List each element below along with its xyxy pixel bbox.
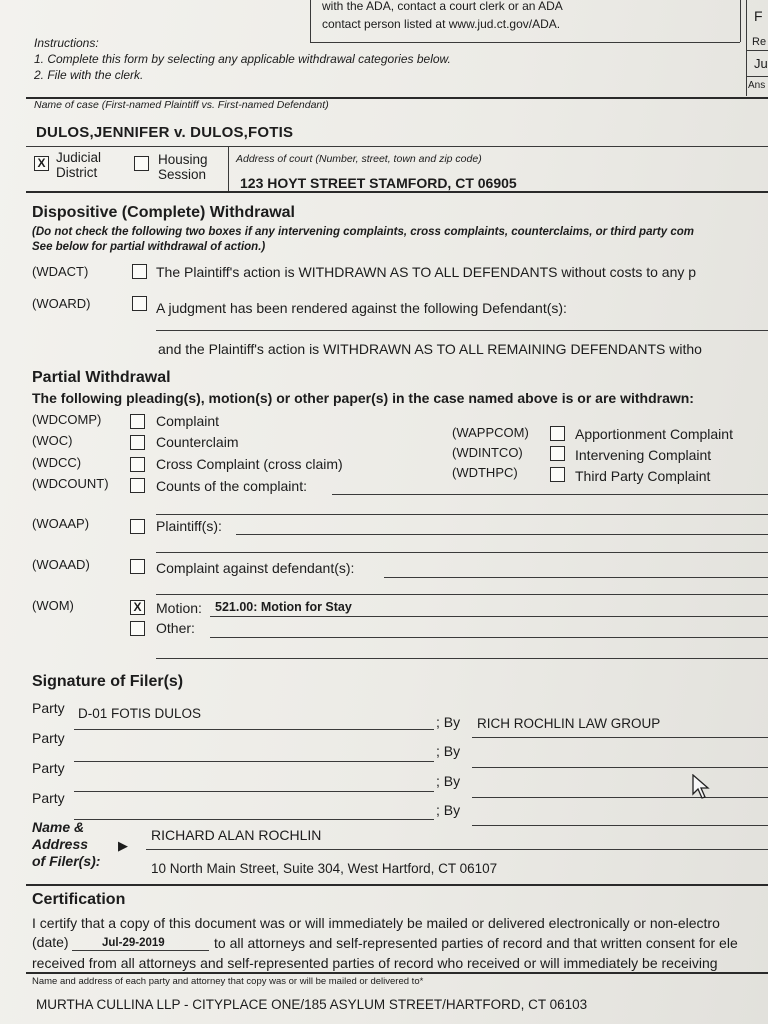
partial-code: (WDCC) bbox=[32, 455, 82, 470]
woaap-line[interactable] bbox=[236, 534, 768, 535]
right-edge-text-1: F bbox=[754, 8, 763, 24]
partial-label: Intervening Complaint bbox=[575, 447, 712, 463]
woaad-line[interactable] bbox=[384, 577, 768, 578]
certification-divider bbox=[26, 972, 768, 974]
motion-checkbox[interactable]: X bbox=[130, 600, 145, 615]
court-address-label: Address of court (Number, street, town and zip code) bbox=[236, 153, 482, 165]
arrow-icon: ▶ bbox=[118, 838, 128, 853]
party-line[interactable] bbox=[74, 819, 434, 820]
by-label: ; By bbox=[436, 743, 461, 759]
partial-code: (WAPPCOM) bbox=[452, 425, 529, 440]
partial-label: Complaint bbox=[156, 413, 220, 429]
filer-address: 10 North Main Street, Suite 304, West Hartford, CT 06107 bbox=[151, 861, 498, 876]
right-edge-divider-2 bbox=[746, 76, 768, 77]
ada-box-right-border bbox=[740, 0, 741, 42]
filer-name: RICHARD ALAN ROCHLIN bbox=[151, 827, 322, 843]
party-label: Party bbox=[32, 700, 65, 716]
by-label: ; By bbox=[436, 714, 461, 730]
partial-intro: The following pleading(s), motion(s) or other paper(s) in the case named above is or are withdrawn: bbox=[32, 390, 694, 406]
judicial-label-line1: Judicial bbox=[56, 150, 102, 165]
apportionment-checkbox[interactable] bbox=[550, 426, 565, 441]
partial-label: Cross Complaint (cross claim) bbox=[156, 456, 343, 472]
judicial-label-line2: District bbox=[56, 165, 98, 180]
wom-code: (WOM) bbox=[32, 598, 74, 613]
ada-notice-line1: with the ADA, contact a court clerk or an ADA bbox=[322, 0, 563, 13]
partial-label: Counts of the complaint: bbox=[156, 478, 307, 494]
by-line[interactable] bbox=[472, 737, 768, 738]
judicial-district-label bbox=[56, 150, 101, 180]
filer-name-address-label bbox=[32, 819, 100, 870]
complaint-checkbox[interactable] bbox=[130, 414, 145, 429]
signature-title: Signature of Filer(s) bbox=[32, 673, 184, 690]
by-line[interactable] bbox=[472, 767, 768, 768]
counts-line-2[interactable] bbox=[156, 514, 768, 515]
right-edge-text-3: Ju bbox=[754, 56, 768, 71]
right-edge-text-4: Ans bbox=[748, 80, 766, 91]
party-label: Party bbox=[32, 730, 65, 746]
date-label: (date) bbox=[32, 934, 69, 950]
woard-code: (WOARD) bbox=[32, 296, 91, 311]
mailed-to-label: Name and address of each party and attorney that copy was or will be mailed or delivered to* bbox=[32, 976, 424, 987]
partial-code: (WOC) bbox=[32, 433, 73, 448]
ada-notice-line2: contact person listed at www.jud.ct.gov/ADA. bbox=[322, 17, 561, 31]
name-label-line2: Address bbox=[32, 836, 89, 852]
intervening-checkbox[interactable] bbox=[550, 446, 565, 461]
case-name-value: DULOS,JENNIFER v. DULOS,FOTIS bbox=[36, 124, 294, 141]
party-line[interactable] bbox=[74, 791, 434, 792]
judicial-district-checkbox[interactable]: X bbox=[34, 156, 49, 171]
party-label: Party bbox=[32, 790, 65, 806]
mouse-cursor-icon bbox=[692, 774, 710, 802]
date-line bbox=[72, 950, 209, 951]
other-label: Other: bbox=[156, 620, 195, 636]
housing-session-label bbox=[158, 152, 208, 182]
woaap-checkbox[interactable] bbox=[130, 519, 145, 534]
right-edge-divider-1 bbox=[746, 50, 768, 51]
by-value: RICH ROCHLIN LAW GROUP bbox=[477, 716, 661, 731]
case-name-label: Name of case (First-named Plaintiff vs. First-named Defendant) bbox=[34, 99, 329, 111]
party-value: D-01 FOTIS DULOS bbox=[78, 706, 202, 721]
cross-complaint-checkbox[interactable] bbox=[130, 457, 145, 472]
woaap-code: (WOAAP) bbox=[32, 516, 90, 531]
woaad-checkbox[interactable] bbox=[130, 559, 145, 574]
motion-label: Motion: bbox=[156, 600, 202, 616]
certification-title: Certification bbox=[32, 891, 126, 908]
mailed-to-value: MURTHA CULLINA LLP - CITYPLACE ONE/185 ASYLUM STREET/HARTFORD, CT 06103 bbox=[36, 997, 588, 1012]
name-label-line3: of Filer(s): bbox=[32, 853, 101, 869]
housing-label-line2: Session bbox=[158, 167, 207, 182]
counterclaim-checkbox[interactable] bbox=[130, 435, 145, 450]
dispositive-title: Dispositive (Complete) Withdrawal bbox=[32, 204, 295, 221]
woard-text: A judgment has been rendered against the following Defendant(s): bbox=[156, 300, 567, 316]
dispositive-note-1: (Do not check the following two boxes if any intervening complaints, cross complaints, counterclaims, or third party com bbox=[32, 226, 695, 238]
name-label-line1: Name & bbox=[32, 819, 85, 835]
by-label: ; By bbox=[436, 802, 461, 818]
partial-label: Counterclaim bbox=[156, 434, 239, 450]
dispositive-note-2: See below for partial withdrawal of action.) bbox=[32, 241, 266, 253]
wdact-checkbox[interactable] bbox=[132, 264, 147, 279]
party-line[interactable] bbox=[74, 729, 434, 730]
ada-box-bottom-border bbox=[310, 42, 740, 43]
instructions-step-2: 2. File with the clerk. bbox=[34, 68, 144, 82]
woaap-label: Plaintiff(s): bbox=[156, 518, 222, 534]
certification-line-2: to all attorneys and self-represented parties of record and that written consent for ele bbox=[214, 935, 738, 951]
ada-box-left-border bbox=[310, 0, 311, 42]
partial-label: Apportionment Complaint bbox=[575, 426, 733, 442]
by-line[interactable] bbox=[472, 797, 768, 798]
instructions-step-1: 1. Complete this form by selecting any applicable withdrawal categories below. bbox=[34, 52, 451, 66]
by-label: ; By bbox=[436, 773, 461, 789]
counts-line[interactable] bbox=[332, 494, 768, 495]
woaad-label: Complaint against defendant(s): bbox=[156, 560, 355, 576]
date-value: Jul-29-2019 bbox=[102, 937, 165, 949]
wdact-code: (WDACT) bbox=[32, 264, 89, 279]
signature-section-bottom bbox=[26, 884, 768, 886]
other-line-2[interactable] bbox=[156, 658, 768, 659]
motion-line bbox=[210, 616, 768, 617]
motion-value: 521.00: Motion for Stay bbox=[215, 600, 352, 614]
partial-code: (WDCOMP) bbox=[32, 412, 102, 427]
partial-code: (WDCOUNT) bbox=[32, 476, 109, 491]
other-line[interactable] bbox=[210, 637, 768, 638]
partial-title: Partial Withdrawal bbox=[32, 369, 171, 386]
right-column-border bbox=[746, 0, 747, 96]
woard-defendants-line[interactable] bbox=[156, 330, 768, 331]
wdact-text: The Plaintiff's action is WITHDRAWN AS TO ALL DEFENDANTS without costs to any p bbox=[156, 264, 697, 280]
court-section-bottom bbox=[26, 191, 768, 193]
housing-session-checkbox[interactable] bbox=[134, 156, 149, 171]
partial-label: Third Party Complaint bbox=[575, 468, 711, 484]
other-checkbox[interactable] bbox=[130, 621, 145, 636]
filer-name-line bbox=[146, 849, 768, 850]
court-address-divider bbox=[228, 146, 229, 192]
party-label: Party bbox=[32, 760, 65, 776]
certification-line-3: received from all attorneys and self-represented parties of record who received or will immediately be receiving bbox=[32, 955, 718, 971]
woaad-line-2[interactable] bbox=[156, 594, 768, 595]
third-party-checkbox[interactable] bbox=[550, 467, 565, 482]
woard-checkbox[interactable] bbox=[132, 296, 147, 311]
woaap-line-2[interactable] bbox=[156, 552, 768, 553]
woaad-code: (WOAAD) bbox=[32, 557, 90, 572]
counts-checkbox[interactable] bbox=[130, 478, 145, 493]
partial-code: (WDTHPC) bbox=[452, 465, 518, 480]
woard-text-2: and the Plaintiff's action is WITHDRAWN AS TO ALL REMAINING DEFENDANTS witho bbox=[158, 341, 702, 357]
party-line[interactable] bbox=[74, 761, 434, 762]
housing-label-line1: Housing bbox=[158, 152, 208, 167]
right-edge-text-2: Re bbox=[752, 36, 767, 48]
instructions-title: Instructions: bbox=[34, 36, 99, 50]
by-line[interactable] bbox=[472, 825, 768, 826]
partial-code: (WDINTCO) bbox=[452, 445, 523, 460]
certification-line-1: I certify that a copy of this document was or will immediately be mailed or delivered electronically or non-electro bbox=[32, 915, 720, 931]
case-name-underline bbox=[26, 146, 768, 147]
court-address-value: 123 HOYT STREET STAMFORD, CT 06905 bbox=[240, 175, 517, 191]
